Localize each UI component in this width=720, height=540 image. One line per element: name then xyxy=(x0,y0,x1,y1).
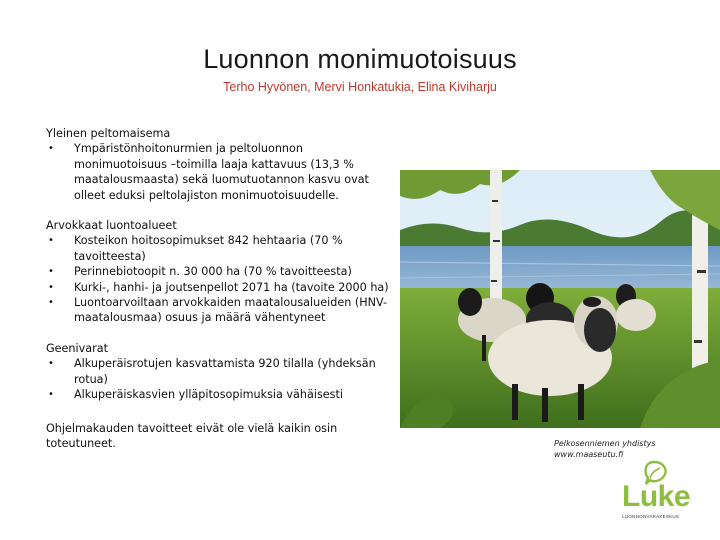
bullet-item: • Alkuperäisrotujen kasvattamista 920 tilalla (yhdeksän rotua) xyxy=(46,356,396,387)
slide-authors: Terho Hyvönen, Mervi Honkatukia, Elina Kiviharju xyxy=(223,80,497,94)
section-title: Arvokkaat luontoalueet xyxy=(46,219,177,233)
credit-url: www.maaseutu.fi xyxy=(554,450,624,459)
section-valuable-areas xyxy=(46,218,396,326)
sheep-lake-illustration xyxy=(400,170,720,428)
section-general-landscape xyxy=(46,126,396,203)
slide-title: Luonnon monimuotoisuus xyxy=(203,44,517,74)
bullet-item: • Kosteikon hoitosopimukset 842 hehtaaria (70 % tavoitteesta) xyxy=(46,233,396,264)
logo-subtitle: LUONNONVARAKESKUS xyxy=(622,514,680,519)
logo-wordmark: Luke xyxy=(622,480,691,513)
footer-note: Ohjelmakauden tavoitteet eivät ole vielä kaikin osin toteutuneet. xyxy=(46,421,338,450)
sheep-photo xyxy=(400,170,720,428)
bullet-list xyxy=(46,233,396,325)
photo-credit xyxy=(554,438,704,460)
bullet-item: • Perinnebiotoopit n. 30 000 ha (70 % tavoitteesta) xyxy=(46,264,396,279)
bullet-list xyxy=(46,141,396,203)
section-title: Yleinen peltomaisema xyxy=(46,127,171,140)
bullet-list xyxy=(46,356,396,402)
luke-logo xyxy=(620,460,690,522)
section-title: Geenivarat xyxy=(46,341,108,355)
section-genetic-resources xyxy=(46,341,396,403)
bullet-item: • Ympäristönhoitonurmien ja peltoluonnon monimuotoisuus –toimilla laaja kattavuus (13,3 % maatalousmaasta) sekä luomutuotannon kasvu ovat olleet eduksi peltolajiston monimuotoisuudelle. xyxy=(46,141,396,203)
bullet-item: • Kurki-, hanhi- ja joutsenpellot 2071 ha (tavoite 2000 ha) xyxy=(46,280,396,295)
slide-content xyxy=(46,126,396,451)
credit-organization: Pelkosenniemen yhdistys xyxy=(554,439,656,448)
bullet-item: • Alkuperäiskasvien ylläpitosopimuksia vähäisesti xyxy=(46,387,396,402)
bullet-item: • Luontoarvoiltaan arvokkaiden maatalousalueiden (HNV-maatalousmaa) osuus ja määrä vähentyneet xyxy=(46,295,396,326)
